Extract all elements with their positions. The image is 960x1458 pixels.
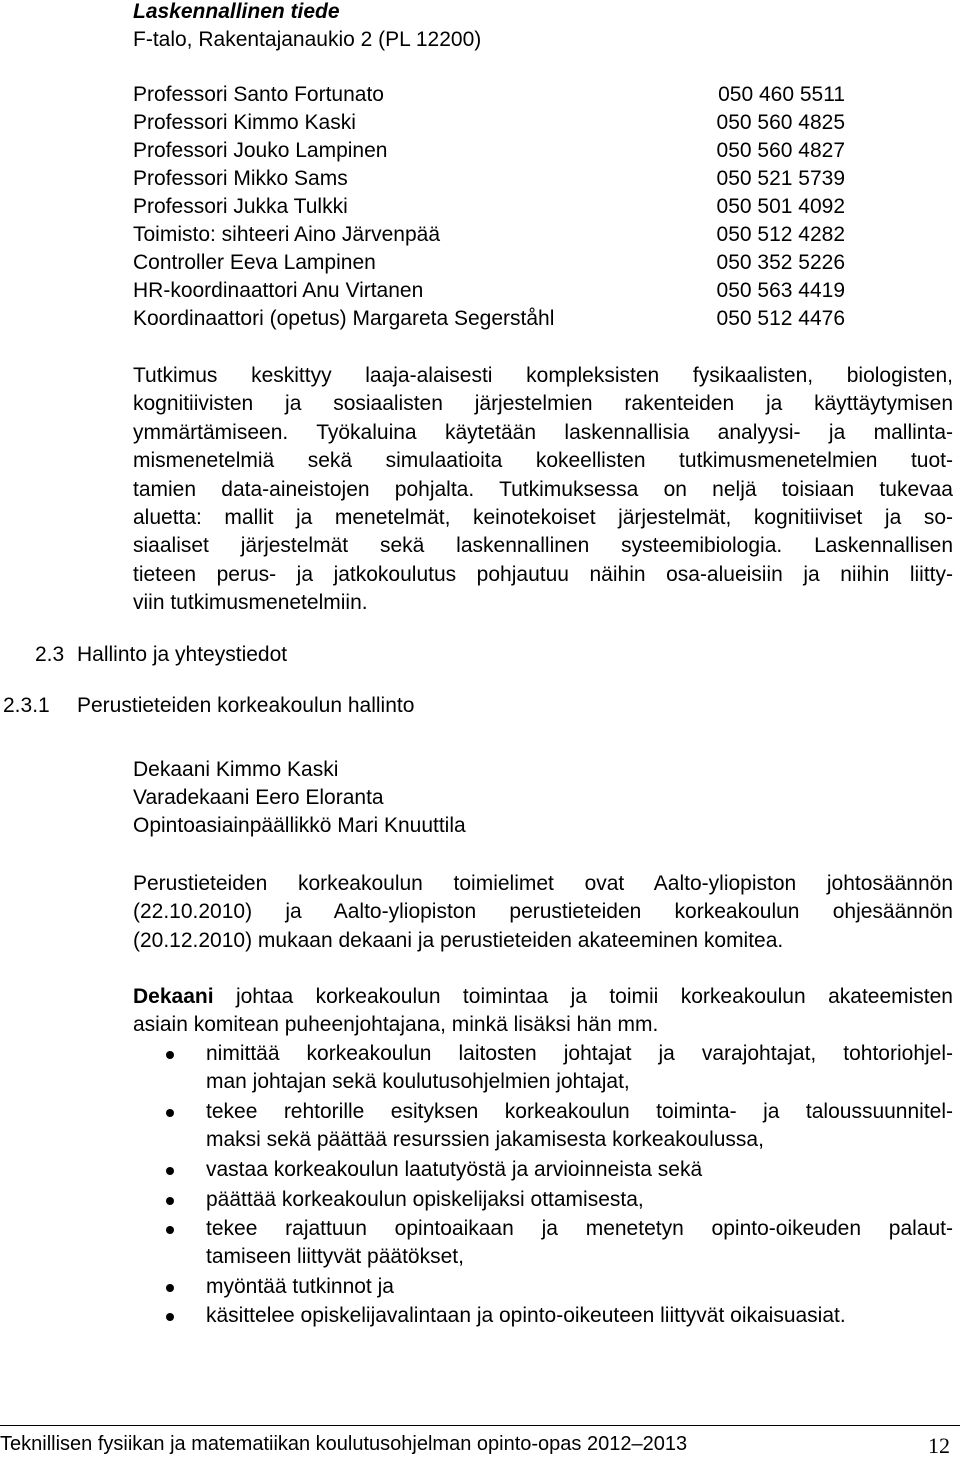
list-item-line: päättää korkeakoulun opiskelijaksi ottamisesta, — [206, 1188, 644, 1211]
paragraph-line: (22.10.2010) ja Aalto-yliopiston perustieteiden korkeakoulun ohjesäännön — [133, 900, 953, 924]
paragraph-line: tamien data-aineistojen pohjalta. Tutkimuksessa on neljä toisiaan tukevaa — [133, 477, 953, 501]
paragraph-line: Perustieteiden korkeakoulun toimielimet ovat Aalto-yliopiston johtosäännön — [133, 872, 953, 895]
paragraph-line: mismenetelmiä sekä simulaatioita kokeellisten tutkimusmenetelmien tuot- — [133, 449, 953, 473]
subsection-heading — [3, 694, 415, 718]
subsection-title: Perustieteiden korkeakoulun hallinto — [77, 694, 415, 717]
dean-paragraph — [133, 983, 953, 1040]
list-item-text — [206, 1098, 953, 1155]
contact-phone: 050 521 5739 — [716, 167, 845, 190]
subsection-number: 2.3.1 — [3, 694, 50, 717]
list-item-text — [206, 1302, 953, 1330]
dean-line1-rest: johtaa korkeakoulun toimintaa ja toimii korkeakoulun akateemisten — [213, 985, 953, 1008]
paragraph-line: ymmärtämiseen. Työkaluina käytetään laskennallisia analyysi- ja mallinta- — [133, 420, 953, 444]
contact-phone: 050 560 4825 — [716, 111, 845, 134]
list-item-line: käsittelee opiskelijavalintaan ja opinto-oikeuteen liittyvät oikaisuasiat. — [206, 1304, 846, 1327]
list-item-line: tamiseen liittyvät päätökset, — [206, 1245, 464, 1269]
contact-phone: 050 560 4827 — [716, 139, 845, 162]
paragraph-line: (20.12.2010) mukaan dekaani ja perustieteiden akateeminen komitea. — [133, 928, 784, 952]
bullet-icon — [166, 1167, 174, 1175]
list-item-text — [206, 1273, 953, 1301]
contact-row — [133, 193, 845, 221]
paragraph-line: tieteen perus- ja jatkokoulutus pohjautuu näihin osa-alueisiin ja niihin liitty- — [133, 562, 953, 586]
contact-row — [133, 249, 845, 277]
footer-text: Teknillisen fysiikan ja matematiikan koulutusohjelman opinto-opas 2012–2013 — [0, 1433, 688, 1455]
paragraph-line: viin tutkimusmenetelmiin. — [133, 591, 368, 615]
list-item-text — [206, 1156, 953, 1184]
dean-bold-word: Dekaani — [133, 985, 214, 1008]
contact-name: Toimisto: sihteeri Aino Järvenpää — [133, 223, 440, 246]
contact-name: Koordinaattori (opetus) Margareta Segerståhl — [133, 307, 555, 330]
contact-phone: 050 563 4419 — [716, 279, 845, 302]
bullet-icon — [166, 1197, 174, 1205]
list-item-line: nimittää korkeakoulun laitosten johtajat ja varajohtajat, tohtoriohjel- — [206, 1042, 953, 1065]
paragraph-line: asiain komitean puheenjohtajana, minkä lisäksi hän mm. — [133, 1013, 659, 1037]
list-item-text — [206, 1040, 953, 1097]
rules-paragraph — [133, 870, 953, 955]
bullet-icon — [166, 1226, 174, 1234]
contact-row — [133, 277, 845, 305]
contact-name: Professori Kimmo Kaski — [133, 111, 356, 134]
bullet-icon — [166, 1284, 174, 1292]
list-item-line: tekee rajattuun opintoaikaan ja menetetyn opinto-oikeuden palaut- — [206, 1217, 953, 1240]
unit-address: F-talo, Rakentajanaukio 2 (PL 12200) — [133, 28, 482, 51]
contact-row — [133, 109, 845, 137]
contact-name: Professori Jukka Tulkki — [133, 195, 348, 218]
list-item-line: man johtajan sekä koulutusohjelmien johtajat, — [206, 1070, 630, 1094]
contact-name: Professori Mikko Sams — [133, 167, 348, 190]
list-item-line: myöntää tutkinnot ja — [206, 1275, 394, 1298]
list-item-line: vastaa korkeakoulun laatutyöstä ja arvioinneista sekä — [206, 1158, 703, 1181]
list-item-text — [206, 1215, 953, 1272]
official-academic-affairs-head: Opintoasiainpäällikkö Mari Knuuttila — [133, 814, 466, 837]
bullet-icon — [166, 1109, 174, 1117]
contact-row — [133, 305, 845, 333]
contact-phone: 050 460 5511 — [718, 83, 845, 106]
page-number: 12 — [928, 1433, 950, 1458]
contact-row — [133, 221, 845, 249]
contact-row — [133, 137, 845, 165]
section-title: Hallinto ja yhteystiedot — [77, 643, 288, 666]
contact-phone: 050 512 4476 — [716, 307, 845, 330]
contact-phone: 050 352 5226 — [716, 251, 845, 274]
contact-row — [133, 81, 845, 109]
official-dean: Dekaani Kimmo Kaski — [133, 758, 339, 781]
footer-divider — [0, 1425, 960, 1426]
paragraph-line: siaaliset järjestelmät sekä laskennallinen systeemibiologia. Laskennallisen — [133, 534, 953, 558]
contact-phone: 050 501 4092 — [716, 195, 845, 218]
research-paragraph — [133, 362, 953, 618]
bullet-icon — [166, 1313, 174, 1321]
paragraph-line: aluetta: mallit ja menetelmät, keinotekoiset järjestelmät, kognitiiviset ja so- — [133, 505, 953, 529]
contact-name: HR-koordinaattori Anu Virtanen — [133, 279, 424, 302]
paragraph-line — [133, 983, 953, 1011]
paragraph-line: Tutkimus keskittyy laaja-alaisesti kompleksisten fysikaalisten, biologisten, — [133, 364, 953, 387]
section-number: 2.3 — [35, 643, 65, 666]
contact-name: Professori Jouko Lampinen — [133, 139, 388, 162]
list-item-line: maksi sekä päättää resurssien jakamisesta korkeakoulussa, — [206, 1128, 764, 1152]
contact-name: Professori Santo Fortunato — [133, 83, 384, 106]
unit-title: Laskennallinen tiede — [133, 0, 340, 23]
contact-name: Controller Eeva Lampinen — [133, 251, 376, 274]
bullet-icon — [166, 1051, 174, 1059]
official-vice-dean: Varadekaani Eero Eloranta — [133, 786, 384, 809]
list-item-line: tekee rehtorille esityksen korkeakoulun toiminta- ja taloussuunnitel- — [206, 1100, 953, 1123]
paragraph-line: kognitiivisten ja sosiaalisten järjestelmien rakenteiden ja käyttäytymisen — [133, 392, 953, 416]
contact-row — [133, 165, 845, 193]
contact-phone: 050 512 4282 — [716, 223, 845, 246]
section-heading — [35, 643, 288, 667]
list-item-text — [206, 1186, 953, 1214]
